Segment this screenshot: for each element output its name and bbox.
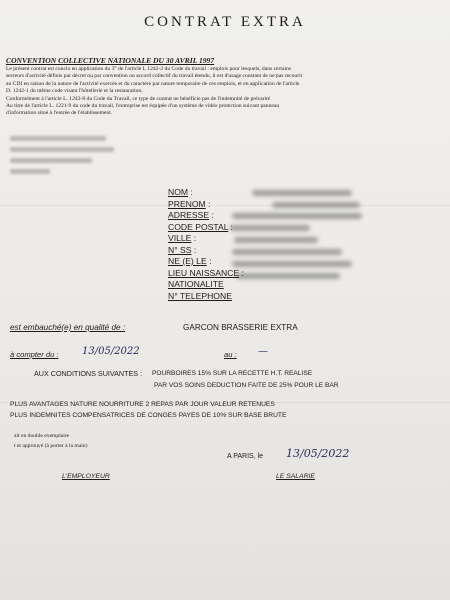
intro-line: secteurs d'activité définis par décret ou par convention ou accord collectif du travail étendu, il est d'usage constant de ne pas recourir [6,73,303,80]
employee-fields [168,187,244,302]
field-row: VILLE : [168,233,197,243]
intro-line: d'information situé à l'entrée de l'établissement. [6,110,113,117]
field-label: ADRESSE [168,210,210,220]
signature-date: 13/05/2022 [286,447,350,460]
field-label: LIEU NAISSANCE [168,267,240,278]
field-row: PRENOM : [168,198,211,209]
conditions-line: POURBOIRES 15% SUR LA RECETTE H.T. REALISE [152,370,313,377]
benefit-line: PLUS AVANTAGES NATURE NOURRITURE 2 REPAS PAR JOUR VALEUR RETENUES [10,401,275,408]
intro-line: au CDI en raison de la nature de l'activité exercée et du caractère par nature temporaire de ces emplois, et en application de l'article [6,80,300,87]
employee-signature-label: LE SALARIE [276,473,315,480]
field-row: LIEU NAISSANCE : [168,267,244,278]
signature-place: A PARIS, le [227,453,264,460]
approval-note: t et approuvé (à porter à la main) [14,443,88,449]
document-title: CONTRAT EXTRA [144,14,306,30]
intro-paragraph [6,66,446,118]
intro-line: D. 1242-1 du même code visant l'hôtellerie et la restauration. [6,88,143,95]
field-label: NOM [168,187,189,197]
end-date-value: — [258,346,268,357]
field-label: CODE POSTAL [168,221,229,232]
field-label: N° TELEPHONE [168,290,232,301]
conditions-line: PAR VOS SOINS DEDUCTION FAITE DE 25% POUR LE BAR [154,382,339,389]
field-label: NE (E) LE [168,256,207,266]
field-label: N° SS [168,244,192,255]
field-label: VILLE [168,233,192,243]
field-row [168,279,244,291]
intro-line: Au titre de l'article L. 1221-9 du code du travail, l'entreprise est équipée d'un système de vidéo protection suivant panneau [6,103,280,110]
field-row: NE (E) LE : [168,256,212,266]
embauche-value: GARCON BRASSERIE EXTRA [183,323,298,332]
end-date-label: au : [224,350,237,359]
exemplaire-note: ait en double exemplaire [14,433,70,439]
field-row: ADRESSE : [168,210,214,220]
employer-signature-label: L'EMPLOYEUR [62,473,110,480]
convention-heading: CONVENTION COLLECTIVE NATIONALE DU 30 AVRIL 1997 [6,56,215,65]
conditions-label: AUX CONDITIONS SUIVANTES : [34,369,143,378]
field-row: N° SS : [168,244,197,255]
field-row: NOM : [168,187,193,197]
field-label: PRENOM [168,198,206,209]
field-row: CODE POSTAL : [168,221,233,232]
field-row [168,291,244,303]
start-date-label: à compter du : [10,350,59,359]
intro-line: Le présent contrat est conclu en application du 3° de l'article L 1242-2 du Code du travail : emplois pour lesquels, dans certains [6,66,291,72]
start-date-value: 13/05/2022 [82,346,140,357]
benefit-line: PLUS INDEMNITES COMPENSATRICES DE CONGES PAYES DE 10% SUR BASE BRUTE [10,412,287,419]
intro-line: Conformément à l'article L. 1243-8 du Code du Travail, ce type de contrat ne bénéficie pas de l'indemnité de précarité [6,95,271,102]
redacted-employer-address [10,136,120,180]
field-label: NATIONALITE [168,279,224,289]
embauche-label: est embauché(e) en qualité de : [10,323,126,332]
